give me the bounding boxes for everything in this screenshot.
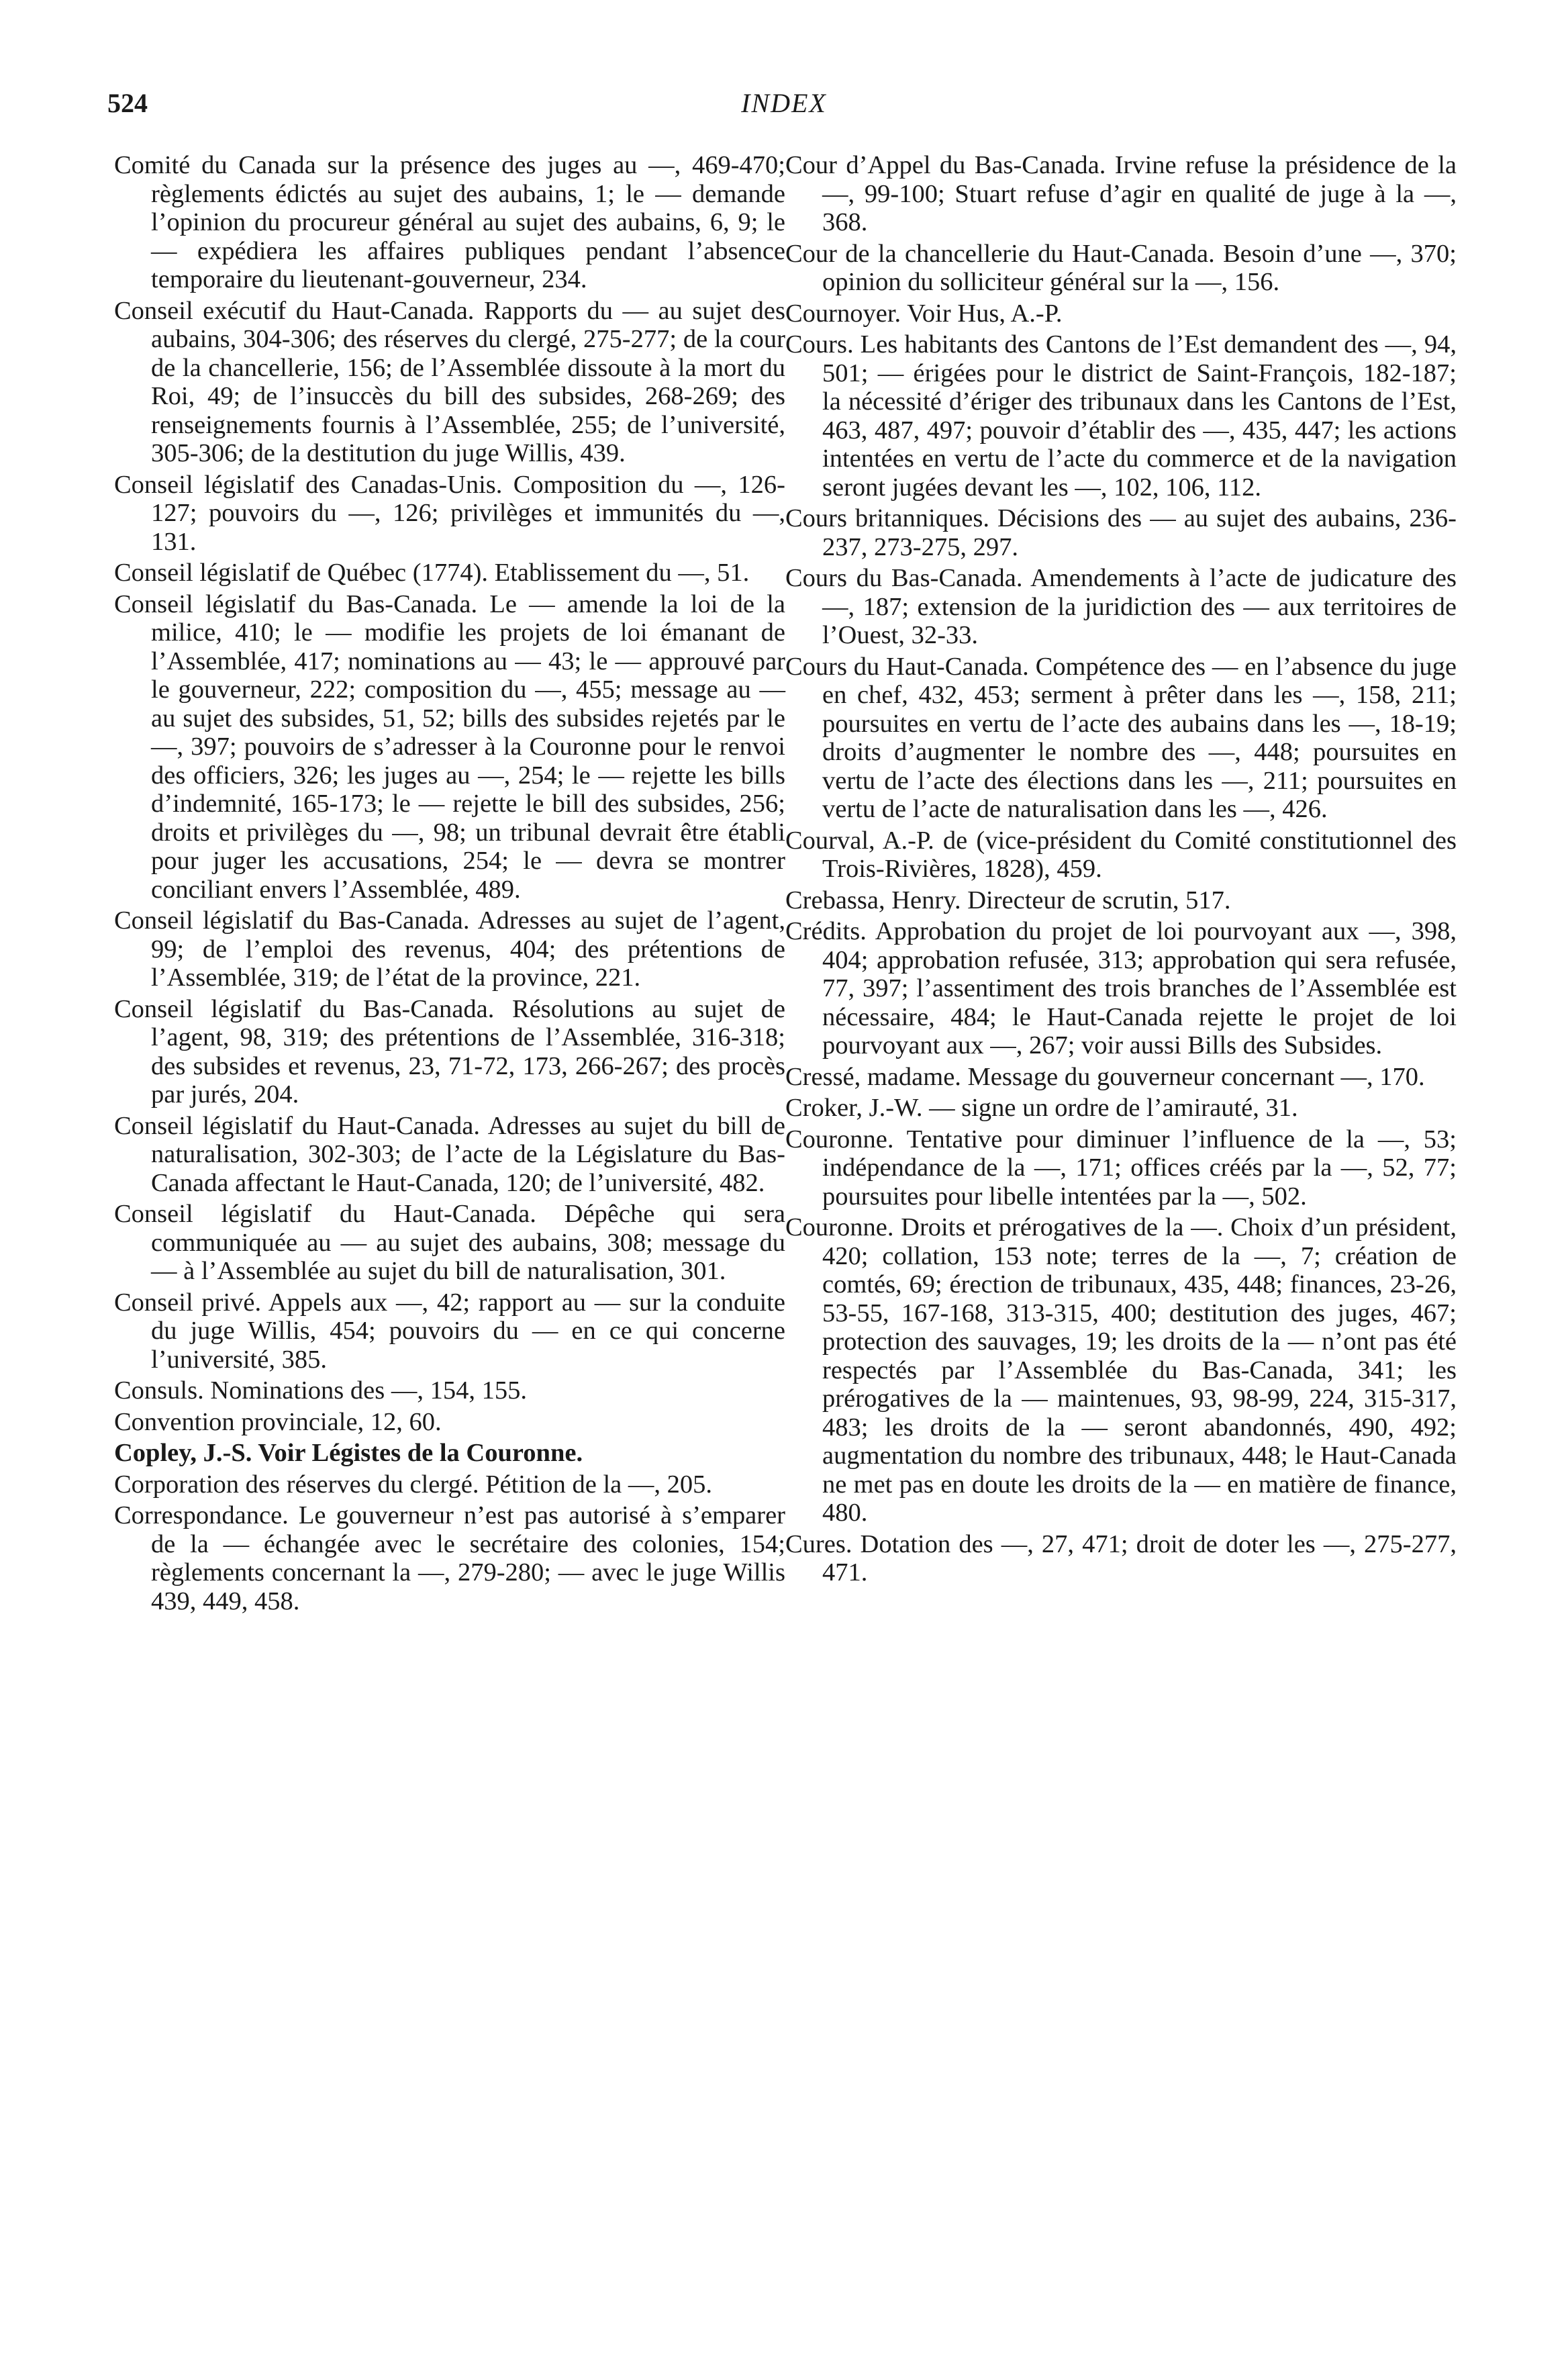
index-entry: Correspondance. Le gouverneur n’est pas autorisé à s’emparer de la — échangée avec le secrétaire des colonies, 154; règlements concernant la —, 279-280; — avec le juge Willis 439, 449, 458.	[114, 1501, 785, 1615]
index-entry: Conseil législatif de Québec (1774). Etablissement du —, 51.	[114, 559, 750, 587]
index-entry: Conseil législatif du Bas-Canada. Le — amende la loi de la milice, 410; le — modifie les projets de loi émanant de l’Assemblée, 417; nominations au — 43; le — approuvé par le gouverneur, 222; composition du —, 455; message au — au sujet des subsides, 51, 52; bills des subsides rejetés par le —, 397; pouvoirs de s’adresser à la Couronne pour le renvoi des officiers, 326; les juges au —, 254; le — rejette les bills d’indemnité, 165-173; le — rejette le bill des subsides, 256; droits et privilèges du —, 98; un tribunal devrait être établi pour juger les accusations, 254; le — devra se montrer conciliant envers l’Assemblée, 489.	[114, 589, 785, 904]
index-entry: Crebassa, Henry. Directeur de scrutin, 517.	[785, 886, 1231, 914]
index-entry: Convention provinciale, 12, 60.	[114, 1407, 442, 1436]
index-entry: Cressé, madame. Message du gouverneur concernant —, 170.	[785, 1062, 1425, 1091]
index-entry: Crédits. Approbation du projet de loi pourvoyant aux —, 398, 404; approbation refusée, 313; approbation qui sera refusée, 77, 397; l’assentiment des trois branches de l’Assemblée est nécessaire, 484; le Haut-Canada rejette le projet de loi pourvoyant aux —, 267; voir aussi Bills des Subsides.	[785, 917, 1457, 1059]
index-entry: Copley, J.-S. Voir Légistes de la Couronne.	[114, 1439, 583, 1467]
index-entry: Corporation des réserves du clergé. Pétition de la —, 205.	[114, 1470, 712, 1499]
index-entry: Consuls. Nominations des —, 154, 155.	[114, 1376, 527, 1405]
index-entry: Cours du Bas-Canada. Amendements à l’acte de judicature des —, 187; extension de la juridiction des — aux territoires de l’Ouest, 32-33.	[785, 564, 1457, 649]
index-entry: Cournoyer. Voir Hus, A.-P.	[785, 299, 1063, 328]
page-number: 524	[107, 88, 148, 118]
index-entry: Cours. Les habitants des Cantons de l’Est demandent des —, 94, 501; — érigées pour le district de Saint-François, 182-187; la nécessité d’ériger des tribunaux dans les Cantons de l’Est, 463, 487, 497; pouvoir d’établir des —, 435, 447; les actions intentées en vertu de l’acte du commerce et de la navigation seront jugées devant les —, 102, 106, 112.	[785, 330, 1457, 502]
left-column	[114, 151, 785, 1615]
index-entry: Conseil législatif du Haut-Canada. Adresses au sujet du bill de naturalisation, 302-303; de l’acte de la Législature du Bas-Canada affectant le Haut-Canada, 120; de l’université, 482.	[114, 1111, 785, 1197]
index-entry: Cour d’Appel du Bas-Canada. Irvine refuse la présidence de la —, 99-100; Stuart refuse d’agir en qualité de juge à la —, 368.	[785, 151, 1457, 236]
index-entry: Conseil législatif du Haut-Canada. Dépêche qui sera communiquée au — au sujet des aubains, 308; message du — à l’Assemblée au sujet du bill de naturalisation, 301.	[114, 1200, 785, 1285]
index-entry: Cours du Haut-Canada. Compétence des — en l’absence du juge en chef, 432, 453; serment à prêter dans les —, 158, 211; poursuites en vertu de l’acte des aubains dans les —, 18-19; droits d’augmenter le nombre des —, 448; poursuites en vertu de l’acte des élections dans les —, 211; poursuites en vertu de l’acte de naturalisation dans les —, 426.	[785, 652, 1457, 823]
index-entry: Courval, A.-P. de (vice-président du Comité constitutionnel des Trois-Rivières, 1828), 459.	[785, 826, 1457, 883]
index-entry: Conseil législatif du Bas-Canada. Résolutions au sujet de l’agent, 98, 319; des prétentions de l’Assemblée, 316-318; des subsides et revenus, 23, 71-72, 173, 266-267; des procès par jurés, 204.	[114, 994, 785, 1108]
index-entry: Couronne. Droits et prérogatives de la —. Choix d’un président, 420; collation, 153 note; terres de la —, 7; création de comtés, 69; érection de tribunaux, 435, 448; finances, 23-26, 53-55, 167-168, 313-315, 400; destitution des juges, 467; protection des sauvages, 19; les droits de la — n’ont pas été respectés par l’Assemblée du Bas-Canada, 341; les prérogatives de la — maintenues, 93, 98-99, 224, 315-317, 483; les droits de la — seront abandonnés, 490, 492; augmentation du nombre des tribunaux, 448; le Haut-Canada ne met pas en doute les droits de la — en matière de finance, 480.	[785, 1213, 1457, 1527]
index-entry: Comité du Canada sur la présence des juges au —, 469-470; règlements édictés au sujet des aubains, 1; le — demande l’opinion du procureur général au sujet des aubains, 6, 9; le — expédiera les affaires publiques pendant l’absence temporaire du lieutenant-gouverneur, 234.	[114, 151, 785, 293]
page-header	[107, 87, 1461, 128]
index-entry: Croker, J.-W. — signe un ordre de l’amirauté, 31.	[785, 1094, 1298, 1122]
index-entry: Conseil exécutif du Haut-Canada. Rapports du — au sujet des aubains, 304-306; des réserves du clergé, 275-277; de la cour de la chancellerie, 156; de l’Assemblée dissoute à la mort du Roi, 49; de l’insuccès du bill des subsides, 268-269; des renseignements fournis à l’Assemblée, 255; de l’université, 305-306; de la destitution du juge Willis, 439.	[114, 296, 785, 467]
running-title: INDEX	[741, 88, 827, 118]
index-entry: Conseil privé. Appels aux —, 42; rapport au — sur la conduite du juge Willis, 454; pouvoirs du — en ce qui concerne l’université, 385.	[114, 1288, 785, 1374]
index-entry: Cures. Dotation des —, 27, 471; droit de doter les —, 275-277, 471.	[785, 1529, 1457, 1587]
index-entry: Cour de la chancellerie du Haut-Canada. Besoin d’une —, 370; opinion du solliciteur général sur la —, 156.	[785, 239, 1457, 296]
index-entry: Cours britanniques. Décisions des — au sujet des aubains, 236-237, 273-275, 297.	[785, 504, 1457, 561]
index-entry: Conseil législatif des Canadas-Unis. Composition du —, 126-127; pouvoirs du —, 126; privilèges et immunités du —, 131.	[114, 470, 785, 556]
right-column	[785, 151, 1457, 1587]
index-entry: Conseil législatif du Bas-Canada. Adresses au sujet de l’agent, 99; de l’emploi des revenus, 404; des prétentions de l’Assemblée, 319; de l’état de la province, 221.	[114, 906, 785, 992]
index-entry: Couronne. Tentative pour diminuer l’influence de la —, 53; indépendance de la —, 171; offices créés par la —, 52, 77; poursuites pour libelle intentées par la —, 502.	[785, 1125, 1457, 1211]
